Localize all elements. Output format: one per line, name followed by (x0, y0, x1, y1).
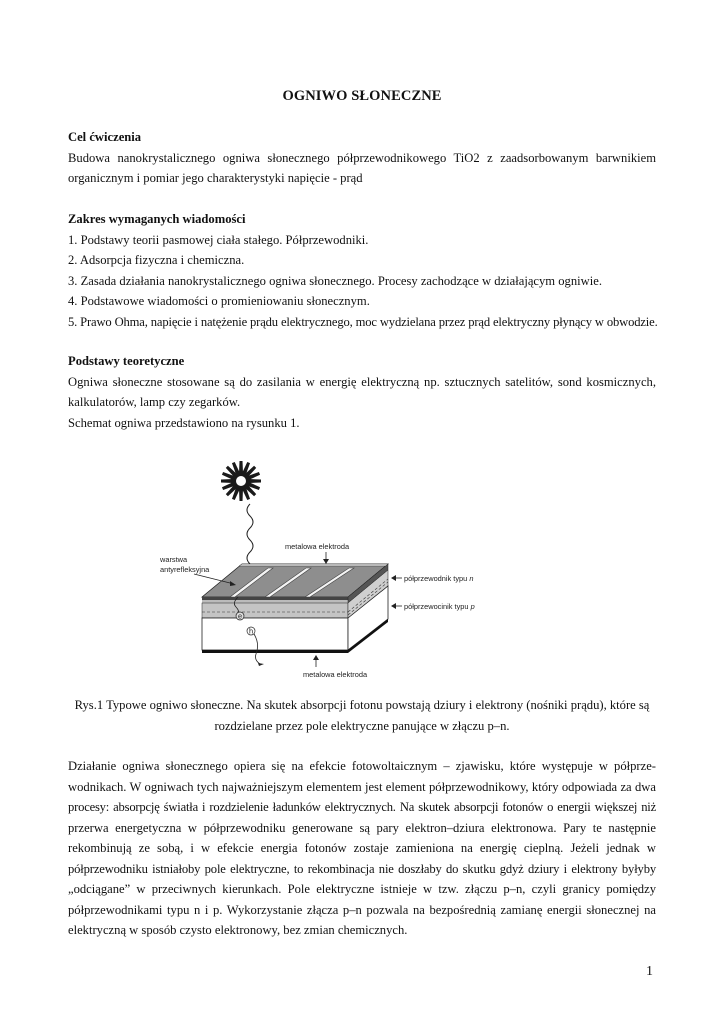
paragraph-line: Budowa nanokrystalicznego ogniwa słonecznego półprzewodnikowego TiO2 z zaadsorbowanym barwnikiem (68, 150, 656, 165)
list-item: 1. Podstawy teorii pasmowej ciała stałego. Półprzewodniki. (68, 232, 369, 247)
paragraph-line: półprzewodniku istniałoby pole elektryczne, to rekombinacja nie doszłaby do skutku gdyż dziury i elektrony byłyby (68, 861, 656, 876)
section-heading: Podstawy teoretyczne (68, 354, 185, 368)
label-bottom-electrode: metalowa elektroda (303, 670, 368, 679)
paragraph-line: organicznym i pomiar jego charakterystyki napięcie - prąd (68, 171, 363, 185)
label-p-type: półprzewocinik typu p (404, 602, 475, 611)
section-theory (68, 351, 656, 433)
caption-line: Rys.1 Typowe ogniwo słoneczne. Na skutek absorpcji fotonu powstają dziury i elektrony (nośniki prądu), które są (74, 698, 650, 712)
paragraph-line: procesy: absorpcję światła i rozdzielenie ładunków elektrycznych. Na skutek absorpcji fotonów o energii większej niż (68, 800, 656, 814)
solar-cell-diagram (140, 452, 540, 682)
figure-caption (68, 695, 656, 737)
paragraph-line: Ogniwa słoneczne stosowane są do zasilania w energię elektryczną np. sztucznych satelitów, sond kosmicznych, (68, 374, 656, 389)
caption-line: rozdzielane przez pole elektryczne panujące w złączu p–n. (214, 719, 510, 733)
section-operation (68, 756, 656, 941)
paragraph-line: przerwa energetyczna w półprzewodniku generowane są pary elektron–dziura elektronowa. Pary te następnie (68, 820, 656, 835)
label-top-electrode: metalowa elektroda (285, 542, 350, 551)
sun-icon (221, 461, 261, 501)
paragraph-line: kalkulatorów, lamp czy zegarków. (68, 395, 241, 409)
paragraph-line: Schemat ogniwa przedstawiono na rysunku 1. (68, 415, 300, 430)
paragraph-line: Działanie ogniwa słonecznego opiera się na efekcie fotowoltaicznym – zjawisku, które występuje w półprze- (68, 759, 656, 773)
paragraph-line: wodnikach. W ogniwach tych najważniejszym elementem jest element półprzewodnikowy, który odpowiada za dwa (68, 779, 656, 794)
page-title: OGNIWO SŁONECZNE (282, 88, 442, 104)
label-n-type: półprzewodnik typu n (404, 574, 474, 583)
paragraph-line: elektryczną w sposób czysto elektronowy, bez zmian chemicznych. (68, 923, 408, 937)
electron-label: e (238, 611, 243, 621)
paragraph-line: półprzewodnikami typu n i p. Wykorzystanie złącza p–n pozwala na bezpośrednią zamianę energii słonecznej na (68, 902, 656, 917)
section-goal (68, 127, 656, 189)
solar-cell-figure (140, 452, 540, 682)
section-heading: Cel ćwiczenia (68, 130, 142, 144)
list-item: 5. Prawo Ohma, napięcie i natężenie prądu elektrycznego, moc wydzielana przez prąd elektryczny płynący w obwodzie. (68, 314, 658, 329)
list-item: 4. Podstawowe wiadomości o promieniowaniu słonecznym. (68, 294, 370, 308)
hole-label: h (249, 626, 254, 636)
page-number: 1 (646, 964, 653, 979)
list-item: 2. Adsorpcja fizyczna i chemiczna. (68, 253, 245, 267)
section-heading: Zakres wymaganych wiadomości (68, 212, 246, 226)
section-required-knowledge (68, 209, 656, 332)
paragraph-line: rekombinują ze sobą, i w efekcie energia fotonów zostaje zamieniona na energię cieplną. Jeżeli jednak w (68, 841, 656, 855)
label-antireflective-1: warstwa (160, 555, 188, 564)
label-antireflective-2: antyrefleksyjna (160, 565, 210, 574)
paragraph-line: „odciągane” w przeciwnych kierunkach. Pole elektryczne istnieje w tzw. złączu p–n, czyli granicy pomiędzy (68, 882, 656, 896)
list-item: 3. Zasada działania nanokrystalicznego ogniwa słonecznego. Procesy zachodzące w działającym ogniwie. (68, 273, 602, 288)
